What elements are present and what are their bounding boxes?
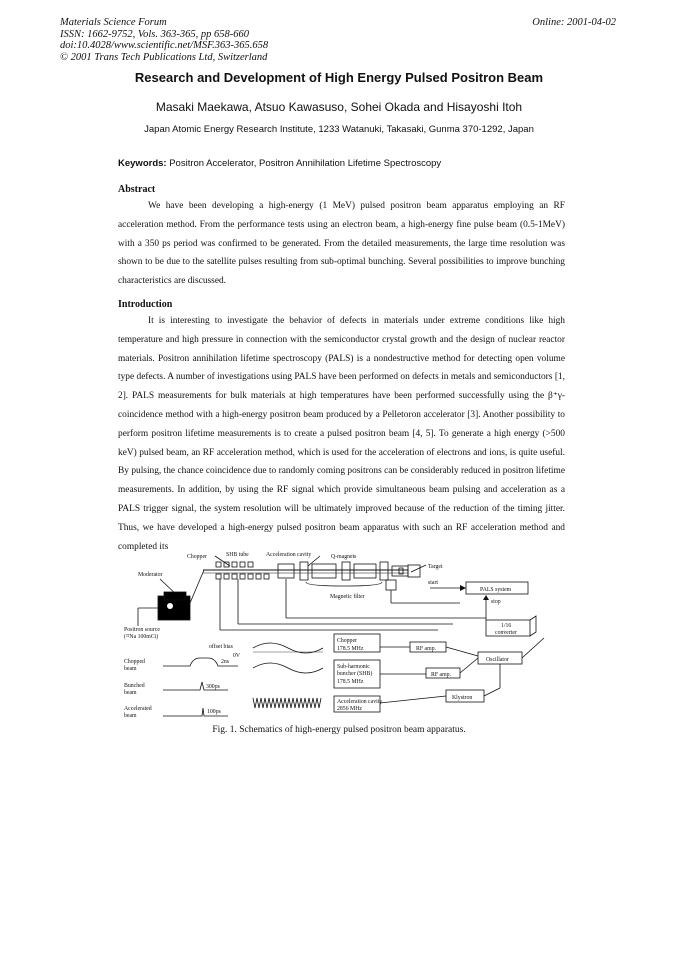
label-start: start <box>428 580 438 586</box>
magnetic-filter-bracket <box>306 582 382 586</box>
cavity-to-klystron <box>380 696 446 703</box>
figure-caption: Fig. 1. Schematics of high-energy pulsed positron beam apparatus. <box>212 725 466 735</box>
label-oscillator: Oscillator <box>486 657 509 663</box>
rf-wave-2856 <box>253 698 321 708</box>
label-klystron: Klystron <box>452 695 473 701</box>
online-date: Online: 2001-04-02 <box>532 17 616 28</box>
abstract-body <box>118 197 565 291</box>
label-offset-bias: offset bias <box>209 644 233 650</box>
introduction-text: It is interesting to investigate the behavior of defects in materials under extreme conditions like high temperature and high pressure in connection with the semiconductor crystal growth and the design of nuclear reactor materials. Positron annihilation lifetime spectroscopy (PALS) is a nondestructive method for detecting open volume type defects. A number of investigations using PALS have been performed on defects in metals and semiconductors [1, 2]. PALS measurements for bulk materials at high temperatures have been performed successfully using the β⁺γ-coincidence method with a high-energy positron beam produced by a Pelletoron accelerator [3]. Another possibility to perform positron lifetime measurements is to create a pulsed positron beam [4, 5]. To generate a high energy (>500 keV) pulsed beam, an RF acceleration method, which is used for the acceleration of electrons and ions, is quite useful. By pulsing, the chance coincidence due to randomly coming positrons can be considerably reduced in positron lifetime measurements. In addition, by using the RF signal which provide simultaneous beam pulsing and acceleration as a PALS trigger signal, the system resolution will be ultimately improved because of the reduction of the timing jitter. Thus, we have developed a high-energy pulsed positron beam apparatus with such an RF acceleration method and completed its <box>118 316 565 552</box>
target-chamber <box>392 566 408 576</box>
label-acc-cavity: Acceleration cavity <box>337 699 383 705</box>
introduction-heading: Introduction <box>118 299 173 310</box>
target-leader <box>411 565 426 572</box>
label-chopper: Chopper <box>187 554 207 560</box>
apparatus-schematic <box>108 548 568 748</box>
klystron-to-osc <box>484 688 500 696</box>
label-magnetic-filter: Magnetic filter <box>330 594 365 600</box>
label-q-magnets: Q-magnets <box>331 554 357 560</box>
acc-cavity-block <box>278 564 294 578</box>
label-accelerated-beam: Accelerated <box>124 706 152 712</box>
label-shb-tube: SHB tube <box>226 552 249 558</box>
start-arrowhead <box>460 585 466 591</box>
label-zero-volt: 0V <box>233 653 241 659</box>
label-acc-frequency: 2856 MHz <box>337 706 362 712</box>
label-source-activity: (²²Na 100mCi) <box>124 634 159 640</box>
stop-arrowhead <box>483 595 489 600</box>
issn-line: ISSN: 1662-9752, Vols. 363-365, pp 658-660 <box>60 28 249 40</box>
label-pals-system: PALS system <box>480 587 512 593</box>
label-converter-ratio: 1/16 <box>501 623 512 629</box>
source-to-pipe <box>190 570 204 603</box>
label-bunched-beam-2: beam <box>124 690 137 696</box>
label-shb-3: 178.5 MHz <box>337 679 364 685</box>
q-magnet-1 <box>300 562 308 580</box>
shb-wave <box>253 663 323 673</box>
label-300ps: 300ps <box>206 684 220 690</box>
journal-name: Materials Science Forum <box>60 17 167 28</box>
q-magnet-3 <box>342 562 350 580</box>
beamline-coils-top <box>216 562 253 567</box>
label-target: Target <box>428 564 443 570</box>
label-bunched-beam: Bunched <box>124 683 145 689</box>
label-chopper-driver: Chopper <box>337 638 357 644</box>
label-chopper-frequency: 178.5 MHz <box>337 646 364 652</box>
doi-link[interactable]: doi:10.4028/www.scientific.net/MSF.363-365.658 <box>60 40 269 51</box>
label-positron-source: Positron source <box>124 627 160 633</box>
journal-header <box>60 17 268 63</box>
abstract-heading: Abstract <box>118 184 156 195</box>
label-chopped-beam: Chopped <box>124 659 145 665</box>
label-shb-2: buncher (SHB) <box>337 671 373 677</box>
q-magnet-4 <box>354 564 376 578</box>
abstract-text: We have been developing a high-energy (1 MeV) pulsed positron beam apparatus employing an RF acceleration method. From the performance tests using an electron beam, a high-energy fine pulse beam (0.5-1MeV) with a 350 ps period was confirmed to be generated. From the detailed measurements, the large time resolution was shown to be due to the satellite pulses resulting from sub-optimal bunching. Several possibilities to improve bunching characteristics are discussed. <box>118 201 565 287</box>
label-moderator: Moderator <box>138 572 163 578</box>
label-shb-1: Sub-harmonic <box>337 664 370 670</box>
author-list: Masaki Maekawa, Atsuo Kawasuso, Sohei Okada and Hisayoshi Itoh <box>155 100 523 114</box>
label-acceleration-cavity: Acceleration cavity <box>266 552 312 558</box>
label-converter: converter <box>495 630 517 636</box>
copyright-line: © 2001 Trans Tech Publications Ltd, Switzerland <box>60 51 268 63</box>
label-accelerated-beam-2: beam <box>124 713 137 719</box>
osc-to-converter <box>522 638 544 658</box>
schematic-drawing <box>124 552 544 719</box>
label-100ps: 100ps <box>207 709 221 715</box>
source-window <box>167 603 173 609</box>
label-2ns: 2ns <box>221 659 230 665</box>
rfamp2-to-osc <box>460 658 478 673</box>
q-magnet-2 <box>312 564 336 578</box>
detector-box <box>386 580 396 590</box>
keywords-label: Keywords: <box>118 158 167 169</box>
label-rf-amp-2: RF amp. <box>431 672 451 678</box>
keywords-text: Positron Accelerator, Positron Annihilation Lifetime Spectroscopy <box>166 158 442 169</box>
label-chopped-beam-2: beam <box>124 666 137 672</box>
label-stop: stop <box>491 599 501 605</box>
introduction-body <box>118 312 565 556</box>
positron-source-head <box>164 592 186 600</box>
paper-title: Research and Development of High Energy Pulsed Positron Beam <box>134 70 544 85</box>
q-magnet-5 <box>380 562 388 580</box>
beamline-coils-bottom <box>216 574 269 579</box>
keywords <box>118 158 441 169</box>
converter-3d <box>530 616 536 636</box>
offset-bias-wave <box>253 643 323 653</box>
label-rf-amp-1: RF amp. <box>416 646 436 652</box>
rfamp1-to-osc <box>446 647 478 656</box>
affiliation: Japan Atomic Energy Research Institute, 1233 Watanuki, Takasaki, Gunma 370-1292, Japan <box>144 124 534 135</box>
